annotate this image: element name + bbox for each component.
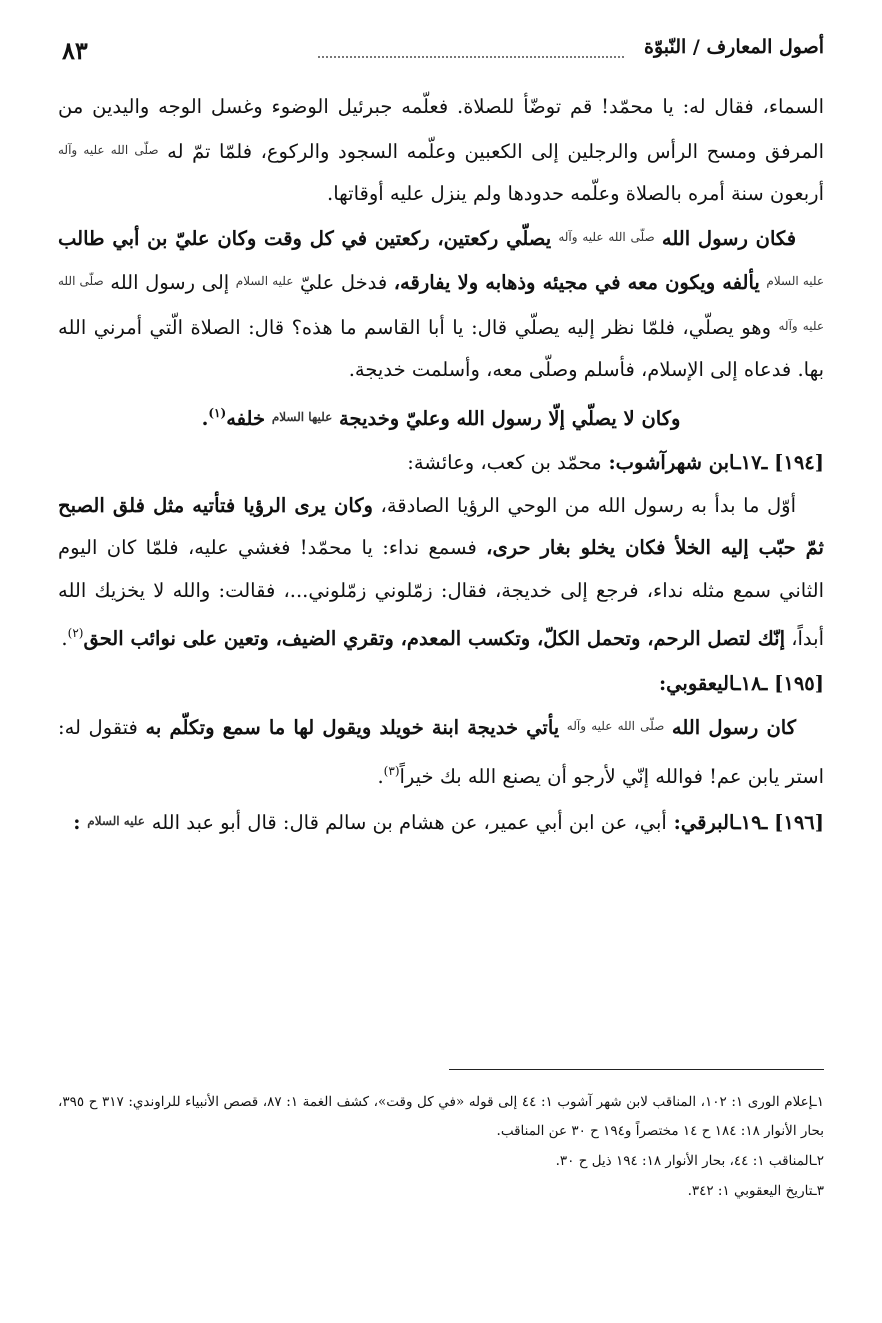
honorific-saaw: صلّى الله عليه وآله (558, 229, 655, 244)
honorific-saaw: صلّى الله عليه وآله (566, 719, 665, 733)
running-title: أصول المعارف / النّبوّة (644, 36, 824, 58)
honorific-as: عليه السلام (235, 274, 294, 288)
running-header (58, 36, 824, 66)
paragraph-5: كان رسول الله $^{صلّى الله عليه وآله}$ يأتي خديجة ابنة خويلد ويقول لها ما سمع وتكلّم به فتقول له: استر يابن عم! فوالله إنّي لأرجو أن يصنع الله بك خيراً$^{(٣)}$. (58, 716, 824, 788)
honorific-aha: عليها السلام (271, 409, 333, 424)
text-run: وكان يرى الرؤيا فتأتيه مثل فلق الصبح ثمّ حبّب إليه الخلأ فكان يخلو بغار حرى، (58, 493, 824, 559)
header-dotted-rule (318, 56, 624, 58)
text-run: خلفه (226, 406, 266, 430)
text-run: وهو يصلّي، فلمّا نظر إليه يصلّي قال: يا أبا القاسم ما هذه؟ قال: الصلاة الّتي أمرني الله بها. فدعاه إلى الإسلام، فأسلم وصلّى معه، وأسلمت خديجة. (58, 315, 824, 381)
footnote-ref-1[interactable]: (١) (208, 405, 227, 420)
text-run: يصلّي ركعتين، ركعتين في كل وقت وكان عليّ بن أبي طالب (58, 226, 552, 250)
text-run: يأتي خديجة ابنة خويلد ويقول لها ما سمع وتكلّم به (145, 716, 560, 739)
text-run: كان رسول الله (671, 716, 797, 739)
text-run: فدخل عليّ (299, 271, 388, 294)
text-run: السماء، فقال له: يا محمّد! قم توضّأ للصلاة. فعلّمه جبرئيل الوضوء وغسل الوجه واليدين من المرفق ومسح الرأس والرجلين إلى الكعبين وعلّمه السجود والركوع، فلمّا تمّ له (58, 95, 825, 163)
honorific-saaw: صلّى الله عليه وآله (58, 274, 824, 333)
footnotes (58, 1088, 824, 1207)
hadith-heading-196 (58, 800, 824, 845)
paragraph-2 (58, 216, 824, 392)
footnote-3: ٣ـتاريخ اليعقوبي ١: ٣٤٢. (687, 1183, 824, 1199)
text-run: : (73, 811, 81, 834)
text-run: إلى رسول الله (110, 271, 230, 294)
paragraph-3: وكان لا يصلّي إلّا رسول الله وعليّ وخديجة $^{عليها السلام}$ خلفه$^{(١)}$. (201, 405, 681, 430)
honorific-saaw: صلّى الله عليه وآله (58, 142, 159, 157)
text-run: فكان رسول الله (661, 226, 797, 250)
text-run: أربعون سنة أمره بالصلاة وعلّمه حدودها ولم ينزل عليه أوقاتها. (327, 182, 824, 205)
hadith-chain: محمّد بن كعب، وعائشة: (407, 451, 602, 474)
hadith-heading-194 (58, 442, 824, 485)
honorific-as: عليه السلام (87, 814, 145, 828)
main-text (58, 86, 824, 845)
text-run: إنّك لتصل الرحم، وتحمل الكلّ، وتكسب المعدم، وتقري الضيف، وتعين على نوائب الحق (83, 627, 785, 650)
text-run: يألفه ويكون معه في مجيئه وذهابه ولا يفارقه، (393, 271, 760, 294)
footnote-separator (449, 1069, 824, 1070)
hadith-chain: أبي، عن ابن أبي عمير، عن هشام بن سالم قال: قال أبو عبد الله (151, 811, 667, 834)
page-number: ٨٣ (62, 36, 88, 65)
paragraph-1 (58, 86, 824, 216)
footnote-1: ١ـإعلام الورى ١: ١٠٢، المناقب لابن شهر آشوب ١: ٤٤ إلى قوله «في كل وقت»، كشف الغمة ١: ٨٧، قصص الأنبياء للراوندي: ٣١٧ ح ٣٩٥، بحار الأنوار ١٨: ١٨٤ ح ١٤ مختصراً و١٩٤ ح ٣٠ عن المناقب. (58, 1094, 825, 1139)
text-run: فسمع نداء: يا محمّد! فغشي عليه، فلمّا كان اليوم الثاني سمع مثله نداء، فرجع إلى خديجة، فقال: زمّلوني زمّلوني...، فقالت: والله لا يخزيك الله أبداً، (58, 536, 824, 650)
honorific-as: عليه السلام (766, 274, 825, 288)
text-run: فتقول له: استر يابن عم! فوالله إنّي لأرجو أن يصنع الله بك خيراً (58, 716, 824, 788)
paragraph-4: أوّل ما بدأ به رسول الله من الوحي الرؤيا الصادقة، وكان يرى الرؤيا فتأتيه مثل فلق الصبح ثمّ حبّب إليه الخلأ فكان يخلو بغار حرى، فسمع نداء: يا محمّد! فغشي عليه، فلمّا كان اليوم الثاني سمع مثله نداء، فرجع إلى خديجة، فقال: زمّلوني زمّلوني...، فقالت: والله لا يخزيك الله أبداً، إنّك لتصل الرحم، وتحمل الكلّ، وتكسب المعدم، وتقري الضيف، وتعين على نوائب الحق$^{(٢)}$. (58, 493, 824, 650)
footnote-ref-2[interactable]: (٢) (67, 626, 84, 640)
text-run: أوّل ما بدأ به رسول الله من الوحي الرؤيا الصادقة، (380, 493, 797, 517)
footnote-ref-3[interactable]: (٣) (383, 763, 400, 778)
text-run: وكان لا يصلّي إلّا رسول الله وعليّ وخديجة (339, 406, 681, 430)
footnote-2: ٢ـالمناقب ١: ٤٤، بحار الأنوار ١٨: ١٩٤ ذيل ح ٣٠. (555, 1153, 824, 1169)
hadith-number: [١٩٥] ـ١٨ـاليعقوبي: (658, 671, 824, 695)
hadith-heading-195 (58, 663, 824, 706)
hadith-number: [١٩٤] ـ١٧ـابن شهرآشوب: (608, 451, 824, 474)
hadith-number: [١٩٦] ـ١٩ـالبرقي: (673, 811, 824, 834)
